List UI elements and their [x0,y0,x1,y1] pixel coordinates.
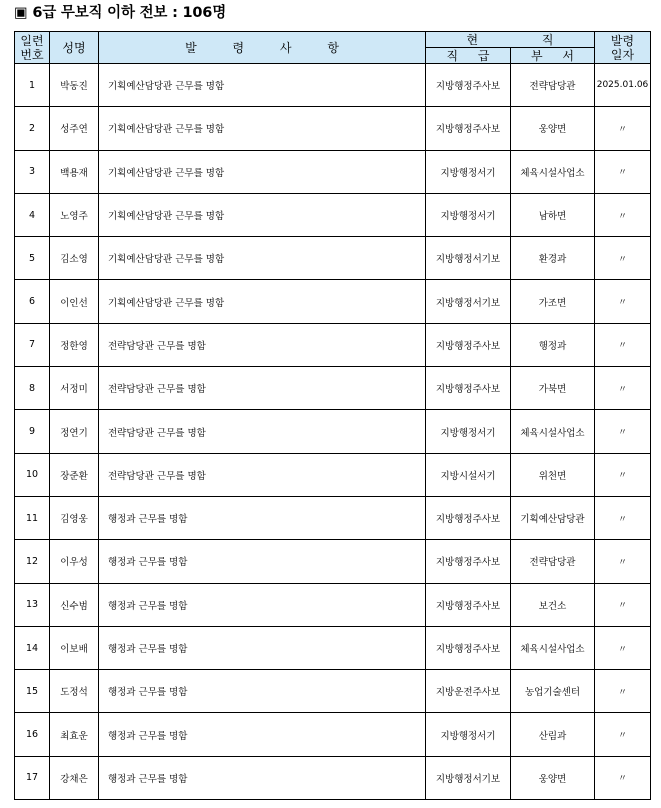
cell-dept: 웅양면 [511,107,595,150]
cell-serial: 6 [15,280,50,323]
cell-dept: 위천면 [511,453,595,496]
cell-dept: 농업기술센터 [511,670,595,713]
cell-name: 장준환 [50,453,99,496]
cell-order: 행정과 근무를 명함 [99,670,426,713]
cell-name: 이인선 [50,280,99,323]
cell-serial: 16 [15,713,50,756]
cell-date: 〃 [595,496,651,539]
personnel-table-body [15,64,651,800]
cell-order: 기획예산담당관 근무를 명함 [99,280,426,323]
cell-name: 성주연 [50,107,99,150]
table-row [15,583,651,626]
table-row [15,107,651,150]
cell-order: 행정과 근무를 명함 [99,540,426,583]
header-date [595,32,651,64]
table-row [15,193,651,236]
header-current: 현 직 [426,32,595,48]
cell-date: 〃 [595,756,651,799]
header-rank: 직 급 [426,48,511,64]
cell-date: 〃 [595,107,651,150]
cell-rank: 지방시설서기 [426,453,511,496]
cell-rank: 지방행정주사보 [426,64,511,107]
cell-serial: 5 [15,237,50,280]
table-row [15,670,651,713]
cell-dept: 웅양면 [511,756,595,799]
header-serial [15,32,50,64]
cell-dept: 환경과 [511,237,595,280]
cell-name: 박동진 [50,64,99,107]
cell-name: 서정미 [50,367,99,410]
cell-order: 전략담당관 근무를 명함 [99,323,426,366]
cell-rank: 지방운전주사보 [426,670,511,713]
cell-dept: 가조면 [511,280,595,323]
cell-serial: 3 [15,150,50,193]
cell-serial: 11 [15,496,50,539]
cell-name: 정연기 [50,410,99,453]
cell-dept: 보건소 [511,583,595,626]
table-row [15,64,651,107]
cell-date: 〃 [595,367,651,410]
cell-order: 행정과 근무를 명함 [99,626,426,669]
cell-serial: 1 [15,64,50,107]
cell-order: 전략담당관 근무를 명함 [99,410,426,453]
cell-name: 이우성 [50,540,99,583]
cell-rank: 지방행정서기보 [426,756,511,799]
cell-serial: 14 [15,626,50,669]
cell-date: 〃 [595,583,651,626]
cell-rank: 지방행정서기보 [426,237,511,280]
table-row [15,150,651,193]
cell-date: 〃 [595,453,651,496]
header-order: 발 령 사 항 [99,32,426,64]
cell-date: 〃 [595,626,651,669]
table-row [15,453,651,496]
cell-dept: 체육시설사업소 [511,410,595,453]
cell-date: 〃 [595,193,651,236]
table-row [15,237,651,280]
cell-serial: 9 [15,410,50,453]
cell-serial: 7 [15,323,50,366]
table-row [15,367,651,410]
cell-order: 기획예산담당관 근무를 명함 [99,237,426,280]
cell-order: 기획예산담당관 근무를 명함 [99,150,426,193]
cell-date: 〃 [595,540,651,583]
header-serial-text: 일련 번호 [20,33,44,62]
table-row [15,756,651,799]
cell-date: 〃 [595,280,651,323]
cell-order: 행정과 근무를 명함 [99,496,426,539]
cell-rank: 지방행정주사보 [426,583,511,626]
cell-date: 〃 [595,713,651,756]
cell-dept: 전략담당관 [511,64,595,107]
cell-serial: 17 [15,756,50,799]
cell-order: 기획예산담당관 근무를 명함 [99,107,426,150]
cell-name: 백용재 [50,150,99,193]
cell-name: 도정석 [50,670,99,713]
cell-serial: 15 [15,670,50,713]
table-row [15,323,651,366]
table-row [15,496,651,539]
cell-order: 행정과 근무를 명함 [99,713,426,756]
table-row [15,280,651,323]
header-name: 성명 [50,32,99,64]
cell-order: 기획예산담당관 근무를 명함 [99,64,426,107]
cell-name: 신수범 [50,583,99,626]
cell-dept: 전략담당관 [511,540,595,583]
cell-name: 강채은 [50,756,99,799]
cell-serial: 2 [15,107,50,150]
cell-order: 행정과 근무를 명함 [99,756,426,799]
cell-serial: 12 [15,540,50,583]
table-row [15,540,651,583]
cell-name: 정한영 [50,323,99,366]
table-row [15,410,651,453]
cell-order: 전략담당관 근무를 명함 [99,367,426,410]
header-dept: 부 서 [511,48,595,64]
cell-name: 노영주 [50,193,99,236]
cell-date: 〃 [595,150,651,193]
cell-dept: 체육시설사업소 [511,150,595,193]
cell-serial: 8 [15,367,50,410]
cell-rank: 지방행정주사보 [426,323,511,366]
cell-rank: 지방행정서기 [426,410,511,453]
cell-dept: 기획예산담당관 [511,496,595,539]
table-row [15,626,651,669]
cell-date: 2025.01.06 [595,64,651,107]
cell-dept: 가북면 [511,367,595,410]
cell-dept: 남하면 [511,193,595,236]
cell-rank: 지방행정주사보 [426,626,511,669]
cell-date: 〃 [595,670,651,713]
page-title: ▣ 6급 무보직 이하 전보 : 106명 [14,5,227,21]
cell-date: 〃 [595,237,651,280]
cell-rank: 지방행정서기 [426,150,511,193]
cell-rank: 지방행정서기 [426,193,511,236]
cell-rank: 지방행정주사보 [426,496,511,539]
cell-dept: 행정과 [511,323,595,366]
cell-rank: 지방행정주사보 [426,367,511,410]
cell-rank: 지방행정서기보 [426,280,511,323]
cell-name: 최효운 [50,713,99,756]
cell-serial: 10 [15,453,50,496]
cell-order: 행정과 근무를 명함 [99,583,426,626]
cell-serial: 13 [15,583,50,626]
cell-date: 〃 [595,410,651,453]
cell-name: 김소영 [50,237,99,280]
cell-rank: 지방행정주사보 [426,540,511,583]
cell-date: 〃 [595,323,651,366]
cell-serial: 4 [15,193,50,236]
cell-dept: 산림과 [511,713,595,756]
cell-rank: 지방행정서기 [426,713,511,756]
cell-name: 이보배 [50,626,99,669]
cell-name: 김영웅 [50,496,99,539]
cell-order: 전략담당관 근무를 명함 [99,453,426,496]
table-row [15,713,651,756]
cell-dept: 체육시설사업소 [511,626,595,669]
header-date-text: 발령 일자 [610,33,635,62]
cell-order: 기획예산담당관 근무를 명함 [99,193,426,236]
personnel-table [14,31,651,800]
cell-rank: 지방행정주사보 [426,107,511,150]
